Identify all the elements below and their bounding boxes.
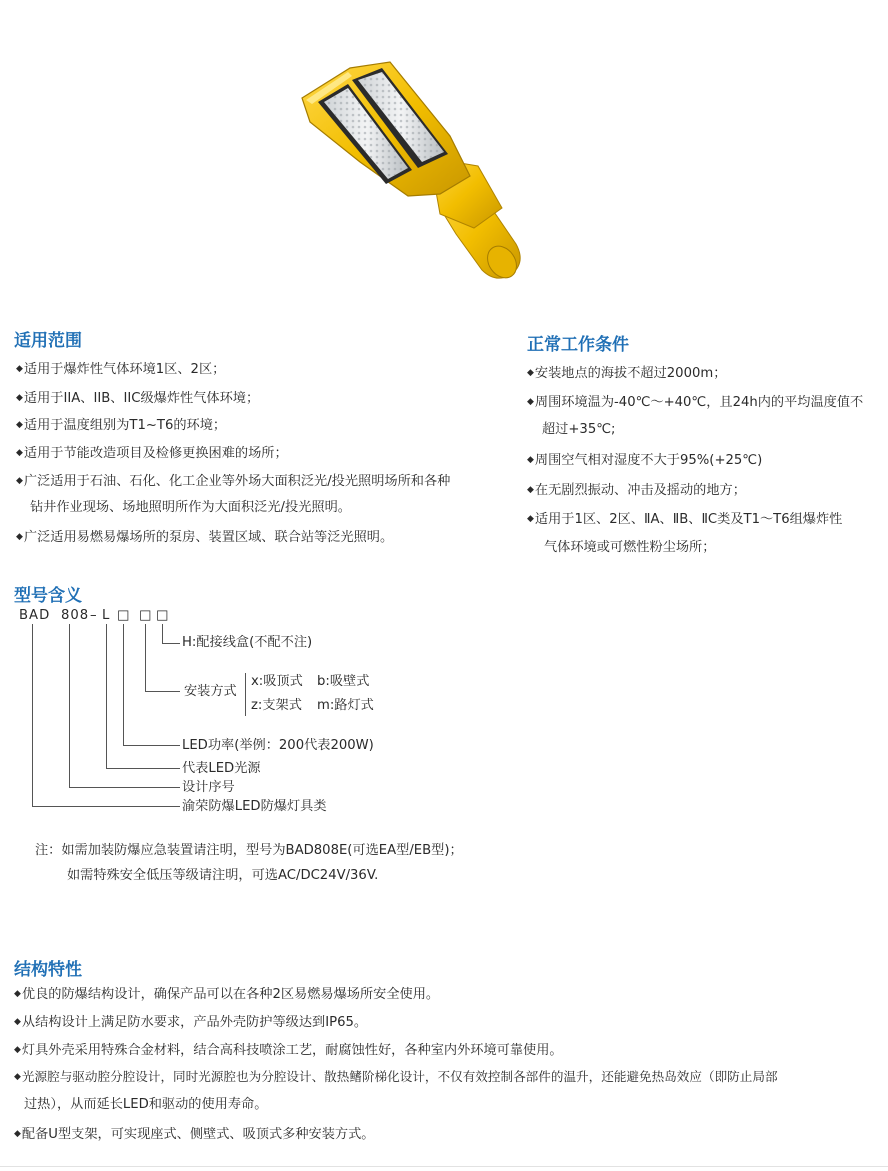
scope-item-5: ◆广泛适用于石油、石化、化工企业等外场大面积泛光/投光照明场所和各种 <box>16 474 451 489</box>
scope-item-1: ◆适用于爆炸性气体环境1区、2区； <box>16 362 226 377</box>
bottom-divider <box>0 1166 888 1167</box>
model-label-mount: 安装方式 <box>184 684 237 699</box>
model-label-mount-x: x:吸顶式 <box>251 674 303 689</box>
bullet-diamond-icon: ◆ <box>16 448 23 458</box>
bracket-line <box>145 691 180 692</box>
features-heading: 结构特性 <box>14 960 82 980</box>
bullet-diamond-icon: ◆ <box>14 1129 21 1139</box>
features-item-5: ◆配备U型支架，可实现座式、侧壁式、吸顶式多种安装方式。 <box>14 1127 375 1142</box>
bullet-diamond-icon: ◆ <box>14 1017 21 1027</box>
scope-item-5-cont: 钻井作业现场、场地照明所作为大面积泛光/投光照明。 <box>30 500 351 515</box>
bracket-line <box>145 624 146 692</box>
model-label-mount-m: m:路灯式 <box>317 698 374 713</box>
features-item-4-cont: 过热），从而延长LED和驱动的使用寿命。 <box>24 1097 268 1112</box>
model-label-h: H:配接线盒(不配不注) <box>182 635 313 650</box>
bullet-diamond-icon: ◆ <box>16 420 23 430</box>
model-code-prefix: BAD <box>19 608 51 623</box>
model-code-box-2: □ <box>139 608 153 623</box>
bullet-diamond-icon: ◆ <box>14 1045 21 1055</box>
conditions-heading: 正常工作条件 <box>527 335 629 355</box>
mount-brace <box>245 673 246 716</box>
conditions-item-2: ◆周围环境温为-40℃～+40℃，且24h内的平均温度值不 <box>527 395 864 410</box>
model-label-mount-b: b:吸壁式 <box>317 674 370 689</box>
conditions-item-2-cont: 超过+35℃; <box>542 422 616 437</box>
model-note-1: 注：如需加装防爆应急装置请注明，型号为BAD808E(可选EA型/EB型)； <box>35 843 463 858</box>
model-label-led: 代表LED光源 <box>182 761 261 776</box>
bullet-diamond-icon: ◆ <box>527 455 534 465</box>
bullet-diamond-icon: ◆ <box>14 1072 21 1082</box>
conditions-item-3: ◆周围空气相对湿度不大于95%(+25℃) <box>527 453 763 468</box>
model-label-mount-z: z:支架式 <box>251 698 302 713</box>
bullet-diamond-icon: ◆ <box>14 989 21 999</box>
bullet-diamond-icon: ◆ <box>16 364 23 374</box>
model-code-number: 808 <box>61 608 90 623</box>
bracket-line <box>123 624 124 746</box>
product-lamp-image <box>290 58 530 290</box>
bullet-diamond-icon: ◆ <box>527 368 534 378</box>
bracket-line <box>69 624 70 788</box>
bracket-line <box>106 624 107 769</box>
bullet-diamond-icon: ◆ <box>16 532 23 542</box>
model-heading: 型号含义 <box>14 586 82 606</box>
model-code-l: L <box>102 608 111 623</box>
bullet-diamond-icon: ◆ <box>16 476 23 486</box>
bracket-line <box>123 745 180 746</box>
scope-item-2: ◆适用于IIA、IIB、IIC级爆炸性气体环境； <box>16 391 260 406</box>
bracket-line <box>162 624 163 644</box>
model-note-2: 如需特殊安全低压等级请注明，可选AC/DC24V/36V. <box>67 868 379 883</box>
bullet-diamond-icon: ◆ <box>527 485 534 495</box>
features-item-4: ◆光源腔与驱动腔分腔设计，同时光源腔也为分腔设计、散热鳍阶梯化设计，不仅有效控制各部件的温升，还能避免热岛效应（即防止局部 <box>14 1069 778 1084</box>
scope-item-6: ◆广泛适用易燃易爆场所的泵房、装置区域、联合站等泛光照明。 <box>16 530 394 545</box>
bullet-diamond-icon: ◆ <box>16 393 23 403</box>
model-code-box-1: □ <box>117 608 131 623</box>
model-label-serial: 设计序号 <box>182 780 235 795</box>
bullet-diamond-icon: ◆ <box>527 397 534 407</box>
model-label-brand: 渝荣防爆LED防爆灯具类 <box>182 799 327 814</box>
bracket-line <box>106 768 180 769</box>
conditions-item-5: ◆适用于1区、2区、ⅡA、ⅡB、ⅡC类及T1～T6组爆炸性 <box>527 512 843 527</box>
model-code-box-3: □ <box>156 608 170 623</box>
bracket-line <box>162 643 180 644</box>
conditions-item-5-cont: 气体环境或可燃性粉尘场所； <box>544 540 716 555</box>
conditions-item-1: ◆安装地点的海拔不超过2000m； <box>527 366 727 381</box>
features-item-3: ◆灯具外壳采用特殊合金材料，结合高科技喷涂工艺，耐腐蚀性好，各种室内外环境可靠使用。 <box>14 1043 563 1058</box>
bracket-line <box>69 787 180 788</box>
scope-item-4: ◆适用于节能改造项目及检修更换困难的场所； <box>16 446 288 461</box>
bracket-line <box>32 806 180 807</box>
bracket-line <box>32 624 33 807</box>
model-code-dash: – <box>90 608 98 623</box>
bullet-diamond-icon: ◆ <box>527 514 534 524</box>
conditions-item-4: ◆在无剧烈振动、冲击及摇动的地方； <box>527 483 746 498</box>
model-label-power: LED功率(举例：200代表200W) <box>182 738 374 753</box>
scope-heading: 适用范围 <box>14 331 82 351</box>
features-item-1: ◆优良的防爆结构设计，确保产品可以在各种2区易燃易爆场所安全使用。 <box>14 987 440 1002</box>
scope-item-3: ◆适用于温度组别为T1~T6的环境； <box>16 418 227 433</box>
features-item-2: ◆从结构设计上满足防水要求，产品外壳防护等级达到IP65。 <box>14 1015 368 1030</box>
